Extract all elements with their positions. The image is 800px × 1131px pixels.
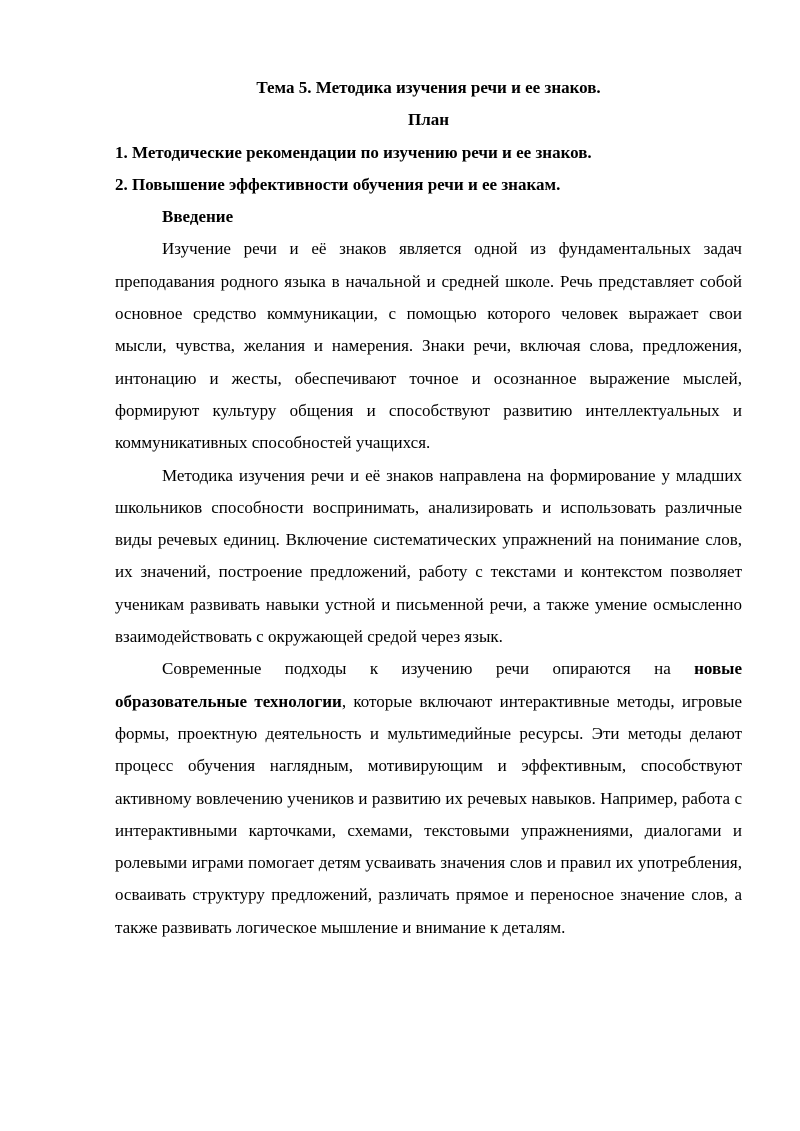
document-page	[115, 72, 742, 944]
plan-item-1: 1. Методические рекомендации по изучению речи и ее знаков.	[115, 142, 592, 162]
paragraph-3	[115, 653, 742, 944]
document-title: Тема 5. Методика изучения речи и ее знаков.	[256, 78, 601, 97]
paragraph-3-end: , которые включают интерактивные методы, игровые формы, проектную деятельность и мультимедийные ресурсы. Эти методы делают процесс обучения наглядным, мотивирующим и эффективным, способствуют активному вовлечению учеников и развитию их речевых навыков. Например, работа с интерактивными карточками, схемами, текстовыми упражнениями, диалогами и ролевыми играми помогает детям усваивать значения слов и правил их употребления, осваивать структуру предложений, различать прямое и переносное значение слов, а также развивать логическое мышление и внимание к деталям.	[115, 691, 742, 937]
paragraph-3-start: Современные подходы к изучению речи опираются на	[162, 659, 695, 679]
plan-item-2: 2. Повышение эффективности обучения речи и ее знакам.	[115, 174, 561, 194]
paragraph-3-emphasis: новые образовательные технологии	[115, 659, 742, 711]
plan-heading: План	[407, 110, 450, 130]
paragraph-1: Изучение речи и её знаков является одной из фундаментальных задач преподавания родного языка в начальной и средней школе. Речь представляет собой основное средство коммуникации, с помощью которого человек выражает свои мысли, чувства, желания и намерения. Знаки речи, включая слова, предложения, интонацию и жесты, обеспечивают точное и осознанное выражение мыслей, формируют культуру общения и способствуют развитию интеллектуальных и коммуникативных способностей учащихся.	[115, 239, 742, 453]
intro-heading: Введение	[162, 207, 234, 227]
paragraph-2: Методика изучения речи и её знаков направлена на формирование у младших школьников способности воспринимать, анализировать и использовать различные виды речевых единиц. Включение систематических упражнений на понимание слов, их значений, построение предложений, работу с текстами и контекстом позволяет ученикам развивать навыки устной и письменной речи, а также умение осмысленно взаимодействовать с окружающей средой через язык.	[115, 465, 742, 647]
